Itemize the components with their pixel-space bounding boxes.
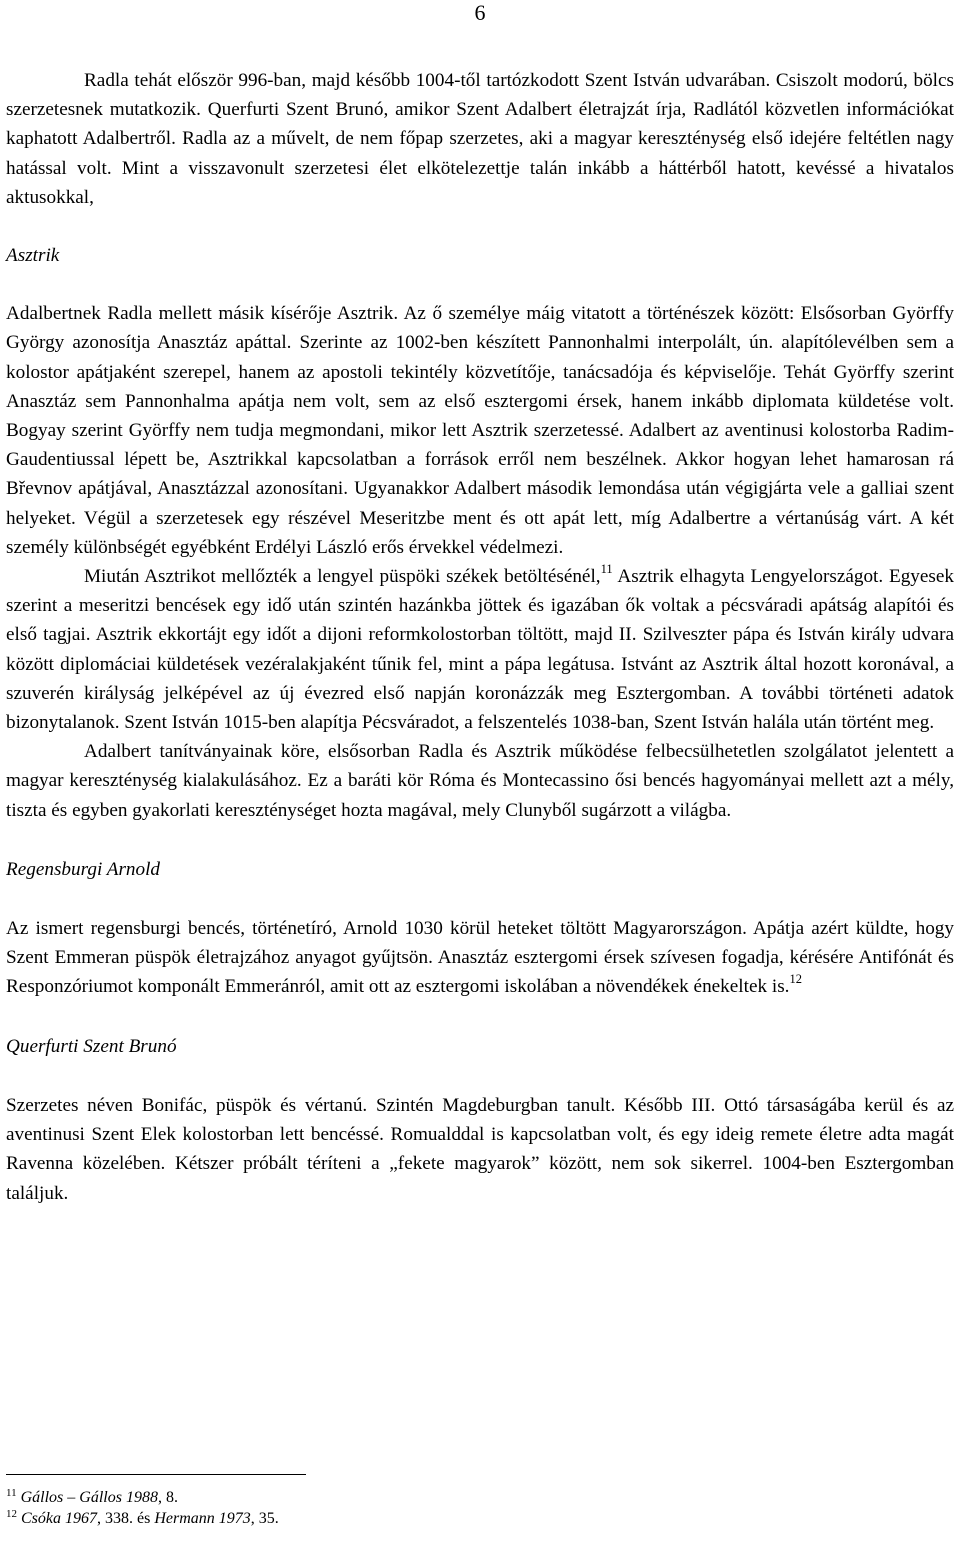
paragraph-asztrik-2 xyxy=(6,562,954,737)
footnote-12 xyxy=(6,1508,954,1529)
footnote-author: Hermann 1973 xyxy=(154,1510,251,1527)
heading-regensburgi-arnold: Regensburgi Arnold xyxy=(6,858,161,880)
paragraph-asztrik-3: Adalbert tanítványainak köre, elsősorban Radla és Asztrik működése felbecsülhetetlen szolgálatot jelentett a magyar kereszténység kialakulásához. Ez a baráti kör Róma és Montecassino ősi bencés hagyományai mellett azt a mély, tiszta és egyben gyakorlati kereszténységet hozta magával, mely Clunyből sugárzott a világba. xyxy=(6,741,954,821)
heading-querfurti-szent-bruno: Querfurti Szent Brunó xyxy=(6,1035,177,1057)
paragraph-bruno: Szerzetes néven Bonifác, püspök és vértanú. Szintén Magdeburgban tanult. Később III. Ottó társaságába kerül és az aventinusi Szent Elek kolostorban lett bencéssé. Romualddal is kapcsolatban volt, és egy ideig remete életre adta magát Ravenna közelében. Kétszer próbált téríteni a „fekete magyarok” között, nem sok sikerrel. 1004-ben Esztergomban találjuk. xyxy=(6,1094,954,1204)
body-text xyxy=(6,66,954,1208)
footnote-separator xyxy=(6,1474,306,1475)
footnote-11 xyxy=(6,1487,954,1508)
page-number: 6 xyxy=(474,0,486,25)
heading-asztrik: Asztrik xyxy=(6,245,60,267)
footnote-text: , 338. és xyxy=(97,1510,155,1527)
paragraph-arnold xyxy=(6,914,954,1002)
footnote-number: 11 xyxy=(6,1487,17,1499)
footnote-ref-11: 11 xyxy=(600,562,613,577)
paragraph-arnold-text: Az ismert regensburgi bencés, történetíró, Arnold 1030 körül heteket töltött Magyarországon. Apátja azért küldte, hogy Szent Emmeran püspök életrajzához anyagot gyűjtsön. Anasztáz esztergomi érsek szívesen fogadja, kérésére Antifónát és Responzóriumot komponált Emmeránról, amit ott az esztergomi iskolában a növendékek énekeltek is. xyxy=(6,918,954,998)
paragraph-radla: Radla tehát először 996-ban, majd később 1004-től tartózkodott Szent István udvarában. Csiszolt modorú, bölcs szerzetesnek mutatkozik. Querfurti Szent Brunó, amikor Szent Adalbert életrajzát írja, Radlától közvetlen információkat kaphatott Adalbertről. Radla az a művelt, de nem főpap szerzetes, aki a magyar kereszténység első idejére feltétlen nagy hatással volt. Mint a visszavonult szerzetesi élet elkötelezettje talán inkább a háttérből hatott, kevéssé a hivatalos aktusokkal, xyxy=(6,70,954,208)
footnote-author: Csóka 1967 xyxy=(21,1510,97,1527)
footnote-text: , 35. xyxy=(250,1510,279,1527)
footnote-author: Gállos – Gállos 1988 xyxy=(20,1489,158,1506)
footnotes xyxy=(6,1474,954,1529)
paragraph-asztrik-2-start: Miután Asztrikot mellőzték a lengyel püspöki székek betöltésénél, xyxy=(84,566,601,588)
footnote-number: 12 xyxy=(6,1508,17,1520)
footnote-text: , 8. xyxy=(157,1489,178,1506)
footnote-ref-12: 12 xyxy=(789,972,802,987)
paragraph-asztrik-2-end: Asztrik elhagyta Lengyelországot. Egyesek szerint a meseritzi bencések egy idő után szintén hazánkba jöttek és igazában ők voltak a pécsváradi apátság alapítói és első tagjai. Asztrik ekkortájt egy időt a dijoni reformkolostorban töltött, majd II. Szilveszter pápa és István király udvara között diplomáciai küldetések vezéralakjaként tűnik fel, mint a pápa legátusa. Istvánt az Asztrik által hozott koronával, a szuverén királyság jelképével az új évezred első napján koronázzák meg Esztergomban. A további történeti adatok bizonytalanok. Szent István 1015-ben alapítja Pécsváradot, a felszentelés 1038-ban, Szent István halála után történt meg. xyxy=(6,566,954,734)
paragraph-asztrik-1: Adalbertnek Radla mellett másik kísérője Asztrik. Az ő személye máig vitatott a történészek között: Elsősorban Györffy György azonosítja Anasztáz apáttal. Szerinte az 1002-ben készített Pannonhalmi interpolált, ún. alapítólevélben sem a kolostor apátjaként szerepel, hanem az apostoli tekintély közvetítője, tanácsadója és képviselője. Tehát Györffy szerint Anasztáz sem Pannonhalma apátja nem volt, sem az első esztergomi érsek, hanem inkább diplomata küldetése volt. Bogyay szerint Györffy nem tudja megmondani, mikor lett Asztrik szerzetessé. Adalbert az aventinusi kolostorba Radim-Gaudentiussal lépett be, Asztrikkal kapcsolatban a források erről nem beszélnek. Akkor hogyan lehet hamarosan rá Břevnov apátjával, Anasztázzal azonosítani. Ugyanakkor Adalbert második lemondása után végigjárta vele a galliai szent helyeket. Végül a szerzetesek egy részével Meseritzbe ment és ott apát lett, míg Adalbertre a vértanúság várt. A két személy különbségét egyébként Erdélyi László erős érvekkel védelmezi. xyxy=(6,303,954,558)
